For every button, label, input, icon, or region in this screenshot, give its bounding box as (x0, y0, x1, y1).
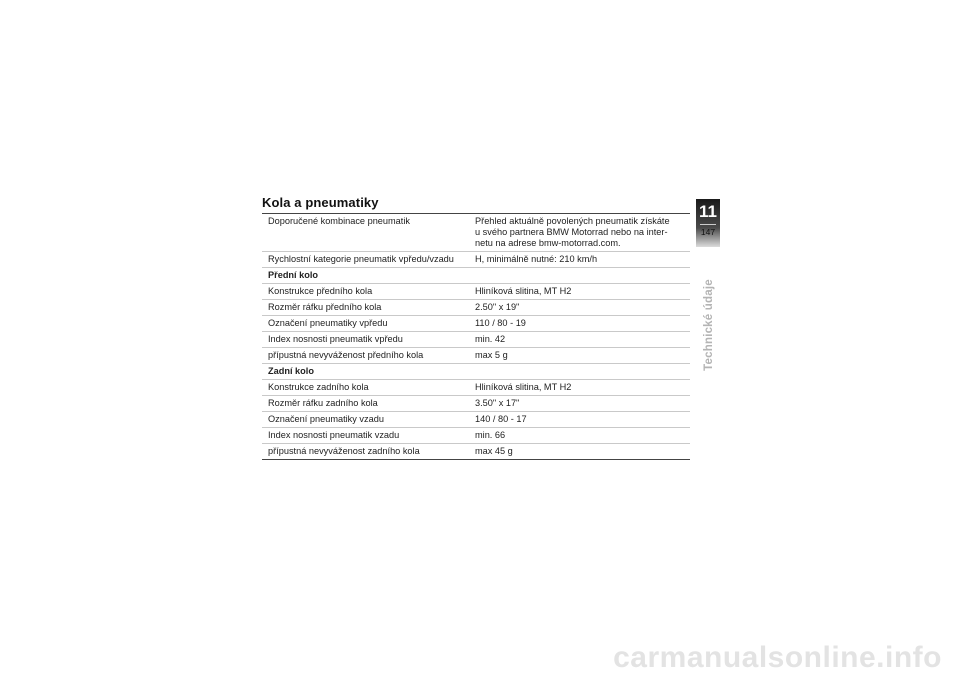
row-value (475, 216, 690, 249)
spec-table (262, 213, 690, 460)
row-value: 110 / 80 - 19 (475, 318, 526, 328)
row-value: Hliníková slitina, MT H2 (475, 286, 572, 296)
group-header-front-wheel (262, 267, 690, 283)
table-row (262, 315, 690, 331)
row-label: Rychlostní kategorie pneumatik vpředu/vzadu (268, 254, 454, 264)
row-label: Doporučené kombinace pneumatik (268, 216, 410, 226)
section-title: Kola a pneumatiky (262, 195, 379, 210)
row-value: max 5 g (475, 350, 508, 360)
row-label: přípustná nevyváženost zadního kola (268, 446, 420, 456)
page-number: 147 (700, 227, 716, 237)
table-row (262, 213, 690, 251)
row-value: Hliníková slitina, MT H2 (475, 382, 572, 392)
chapter-number: 11 (699, 202, 717, 221)
table-row (262, 379, 690, 395)
row-label: Konstrukce zadního kola (268, 382, 369, 392)
table-row (262, 347, 690, 363)
row-label: Konstrukce předního kola (268, 286, 373, 296)
group-header-rear-wheel (262, 363, 690, 379)
row-value: 3.50" x 17" (475, 398, 520, 408)
row-value: 140 / 80 - 17 (475, 414, 527, 424)
table-row (262, 251, 690, 267)
value-line: netu na adrese bmw-motorrad.com. (475, 238, 621, 248)
row-value: min. 66 (475, 430, 506, 440)
row-value: H, minimálně nutné: 210 km/h (475, 254, 598, 264)
row-value: min. 42 (475, 334, 506, 344)
chapter-tab (696, 199, 720, 247)
table-row (262, 411, 690, 427)
table-row (262, 299, 690, 315)
table-row (262, 395, 690, 411)
row-label: Rozměr ráfku zadního kola (268, 398, 378, 408)
row-label: Označení pneumatiky vzadu (268, 414, 384, 424)
group-header-label: Zadní kolo (268, 366, 314, 376)
value-line: u svého partnera BMW Motorrad nebo na inter- (475, 227, 668, 237)
row-label: přípustná nevyváženost předního kola (268, 350, 424, 360)
row-label: Index nosnosti pneumatik vzadu (268, 430, 400, 440)
table-row (262, 283, 690, 299)
chapter-side-label: Technické údaje (703, 279, 715, 371)
table-row (262, 427, 690, 443)
chapter-divider (700, 224, 716, 225)
row-value: 2.50" x 19" (475, 302, 520, 312)
row-label: Rozměr ráfku předního kola (268, 302, 382, 312)
row-label: Index nosnosti pneumatik vpředu (268, 334, 403, 344)
value-line: Přehled aktuálně povolených pneumatik získáte (475, 216, 670, 226)
watermark: carmanualsonline.info (613, 641, 942, 674)
row-label: Označení pneumatiky vpředu (268, 318, 388, 328)
group-header-label: Přední kolo (268, 270, 319, 280)
table-row (262, 331, 690, 347)
row-value: max 45 g (475, 446, 513, 456)
table-row (262, 443, 690, 460)
